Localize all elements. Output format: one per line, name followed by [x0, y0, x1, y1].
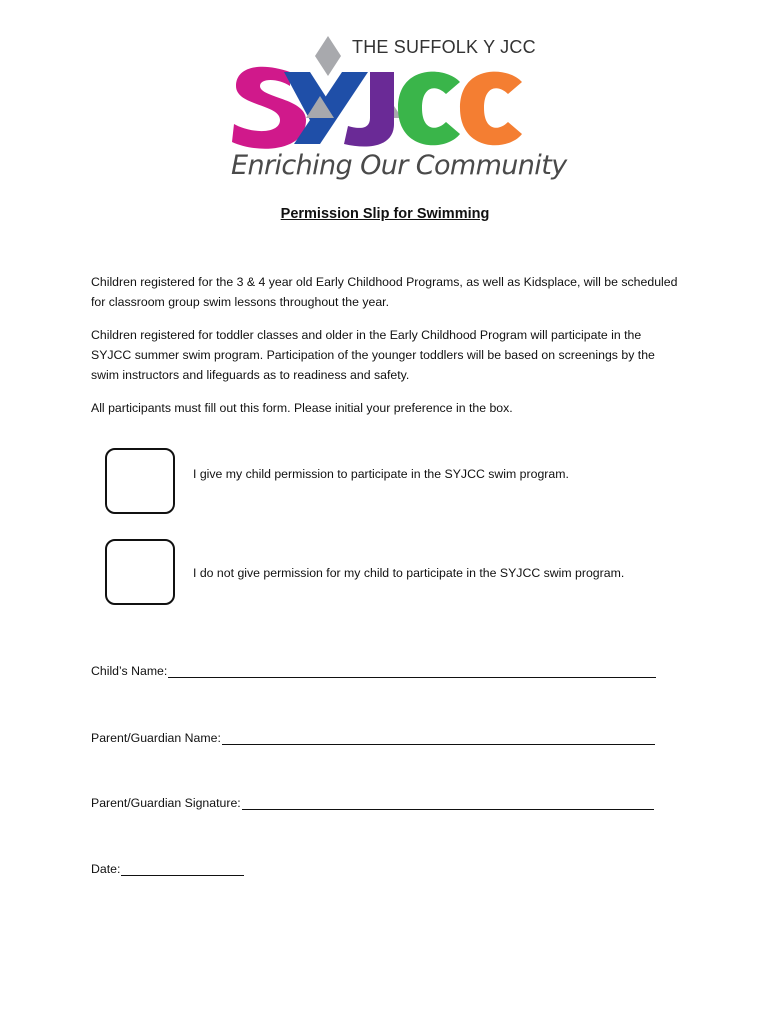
- child-name-input-line[interactable]: [168, 665, 656, 678]
- child-name-field: [91, 664, 656, 678]
- child-name-label: Child’s Name:: [91, 664, 168, 678]
- guardian-name-input-line[interactable]: [222, 732, 655, 745]
- logo-letter-c1: [398, 72, 460, 146]
- intro-paragraph-2: Children registered for toddler classes and older in the Early Childhood Program will participate in the SYJCC summer swim program. Participation of the younger toddlers will be based on screenings by the swim instructors and lifeguards as to readiness and safety.: [91, 328, 655, 382]
- permission-no-checkbox[interactable]: [105, 539, 175, 605]
- guardian-signature-field: [91, 796, 654, 810]
- permission-yes-label: I give my child permission to participate in the SYJCC swim program.: [193, 467, 569, 481]
- guardian-signature-input-line[interactable]: [242, 797, 654, 810]
- date-input-line[interactable]: [121, 863, 244, 876]
- date-label: Date:: [91, 862, 121, 876]
- logo-tagline: Enriching Our Community: [231, 150, 567, 181]
- permission-no-label: I do not give permission for my child to participate in the SYJCC swim program.: [193, 566, 625, 580]
- guardian-name-label: Parent/Guardian Name:: [91, 731, 221, 745]
- guardian-name-field: [91, 731, 655, 745]
- intro-paragraph-1: Children registered for the 3 & 4 year old Early Childhood Programs, as well as Kidsplace, will be scheduled for classroom group swim lessons throughout the year.: [91, 275, 678, 309]
- page-title: Permission Slip for Swimming: [280, 206, 490, 222]
- guardian-signature-label: Parent/Guardian Signature:: [91, 796, 241, 810]
- logo-letter-c2: [460, 72, 522, 146]
- logo-org-name: THE SUFFOLK Y JCC: [352, 37, 536, 57]
- date-field: [91, 862, 244, 876]
- logo-diamond-top: [315, 36, 341, 76]
- instruction-paragraph: All participants must fill out this form. Please initial your preference in the box.: [91, 401, 513, 415]
- permission-yes-checkbox[interactable]: [105, 448, 175, 514]
